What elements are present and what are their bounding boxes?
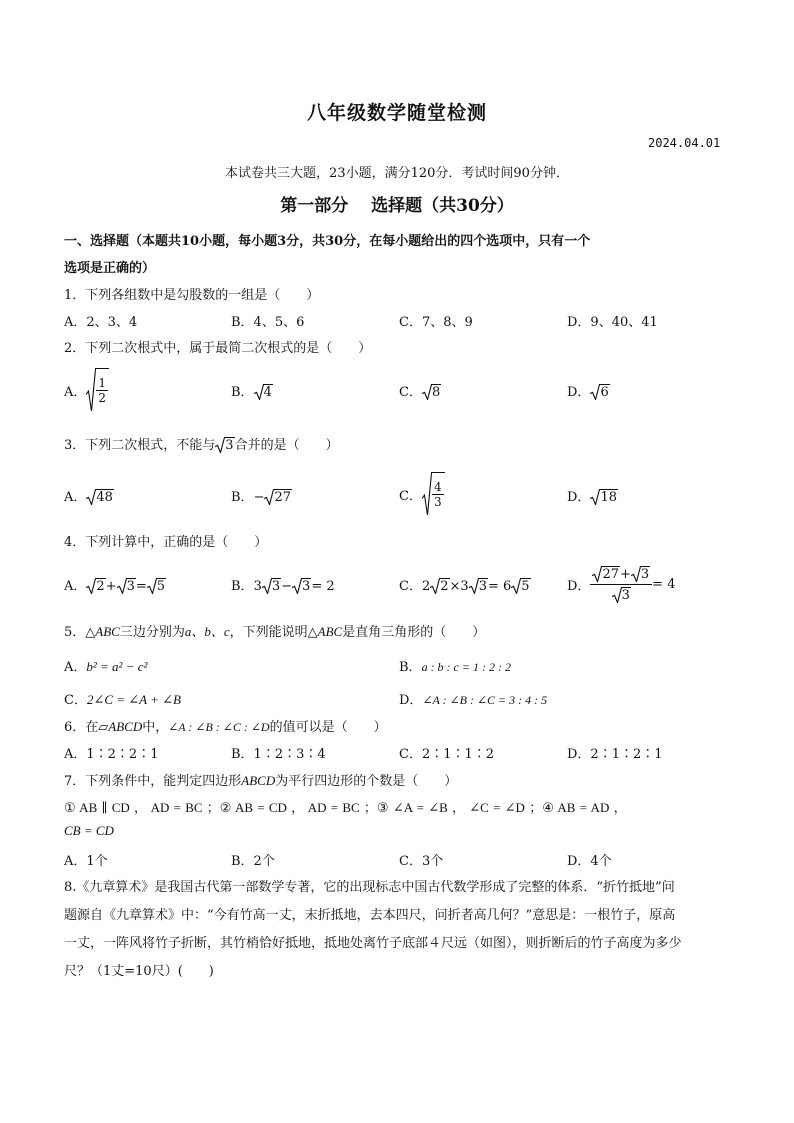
q5-option-c[interactable] — [64, 689, 181, 708]
q7-stem — [64, 770, 457, 789]
q7-option-b[interactable]: B．2个 — [231, 854, 275, 869]
radicand: 18 — [600, 490, 617, 505]
q6-stem-pre: 6．在 — [64, 720, 99, 735]
radicand: 3 — [126, 579, 135, 594]
q7-conditions-line1: ① AB ∥ CD ， AD = BC ；② AB = CD ， AD = BC ；③ ∠A = ∠B ， ∠C = ∠D ；④ AB = AD ， — [64, 800, 627, 815]
q3-stem-pre: 3．下列二次根式，不能与 — [64, 438, 216, 453]
operator: + — [105, 579, 117, 594]
math-expression: ∠A : ∠B : ∠C : ∠D — [168, 720, 270, 734]
q2-option-a[interactable] — [64, 366, 109, 414]
q2-option-c[interactable] — [399, 381, 441, 400]
q8-line1: 8.《九章算术》是我国古代第一部数学专著，它的出现标志中国古代数学形成了完整的体系．“折竹抵地”问 — [64, 880, 675, 895]
math-expression: ∠A : ∠B : ∠C = 3 : 4 : 5 — [422, 693, 548, 707]
q6-option-c[interactable]: C．2∶1∶1∶2 — [399, 747, 495, 762]
result: = 2 — [311, 579, 335, 594]
minus-sign: − — [253, 490, 265, 505]
math-expression: b² = a² − c² — [86, 659, 148, 674]
radicand: 3 — [302, 579, 311, 594]
radicand: 5 — [156, 579, 166, 594]
q4-stem: 4．下列计算中，正确的是（ ） — [64, 535, 268, 550]
quadrilateral-name: ABCD — [241, 773, 276, 788]
option-label: D． — [567, 578, 591, 594]
q5-option-b[interactable] — [399, 656, 511, 675]
q1-stem: 1．下列各组数中是勾股数的一组是（ ） — [64, 288, 320, 303]
radicand: 2 — [96, 579, 105, 594]
option-label: B． — [399, 660, 422, 675]
radicand: 27 — [274, 490, 292, 505]
result: = 4 — [652, 576, 676, 592]
radicand: 6 — [600, 385, 609, 400]
option-label: C． — [399, 488, 422, 504]
radicand: 3 — [640, 566, 650, 582]
side-variables: a、b、c — [184, 624, 230, 639]
operator: = — [135, 579, 147, 594]
q1-option-c[interactable]: C．7、8、9 — [399, 315, 473, 330]
option-label: C． — [399, 579, 422, 594]
q6-stem-mid: 中， — [142, 720, 169, 735]
q1-option-a[interactable]: A．2、3、4 — [64, 315, 138, 330]
q5-stem-mid: 三边分别为 — [119, 625, 185, 640]
test-date: 2024.04.01 — [648, 136, 721, 150]
q3-option-c[interactable] — [399, 470, 445, 518]
q8-line3: 一丈，一阵风将竹子折断，其竹梢恰好抵地，抵地处离竹子底部４尺远（如图），则折断后的竹子高度为多少 — [64, 936, 682, 951]
option-label: D． — [567, 385, 591, 400]
option-label: A． — [64, 660, 87, 675]
radicand: 3 — [225, 438, 234, 453]
q2-stem: 2．下列二次根式中，属于最简二次根式的是（ ） — [64, 341, 372, 356]
q7-stem-post: 为平行四边形的个数是（ ） — [275, 774, 458, 789]
radicand: 4 — [263, 385, 272, 400]
q4-option-b[interactable] — [231, 575, 335, 594]
fraction-denominator: 2 — [98, 391, 107, 405]
q3-stem — [64, 434, 339, 453]
q5-stem-mid2: ，下列能说明△ — [229, 625, 318, 640]
math-expression: 2∠C = ∠A + ∠B — [86, 692, 181, 707]
option-label: B． — [231, 579, 254, 594]
triangle-name: ABC — [317, 624, 343, 639]
q3-option-a[interactable] — [64, 486, 114, 505]
radicand: 8 — [431, 385, 441, 400]
q8-line2: 题源自《九章算术》中：“今有竹高一丈，末折抵地，去本四尺，问折者高几何？”意思是：一根竹子，原高 — [64, 908, 676, 923]
q1-option-d[interactable]: D．9、40、41 — [567, 315, 658, 330]
fraction-denominator: 3 — [433, 495, 442, 509]
q5-option-a[interactable] — [64, 656, 147, 675]
parallelogram-symbol: ▱ — [98, 720, 109, 735]
q7-option-d[interactable]: D．4个 — [567, 854, 612, 869]
q7-stem-pre: 7．下列条件中，能判定四边形 — [64, 774, 242, 789]
q5-stem-pre: 5．△ — [64, 625, 96, 640]
quadrilateral-name: ABCD — [108, 719, 143, 734]
option-label: D． — [399, 693, 423, 708]
q7-option-c[interactable]: C．3个 — [399, 854, 444, 869]
q6-option-a[interactable]: A．1∶2∶2∶1 — [64, 747, 159, 762]
q4-option-c[interactable] — [399, 575, 531, 594]
radicand: 3 — [271, 579, 281, 594]
option-label: C． — [399, 385, 422, 400]
q3-stem-post: 合并的是（ ） — [234, 438, 339, 453]
option-label: C． — [64, 693, 87, 708]
option-label: B． — [231, 385, 254, 400]
q8-line4: 尺？（1丈=10尺）( ) — [64, 964, 214, 979]
option-label: A． — [64, 384, 87, 400]
q4-option-d[interactable] — [567, 559, 675, 609]
operator: ×3 — [449, 579, 469, 594]
option-label: D． — [567, 490, 591, 505]
fraction-numerator: 1 — [98, 376, 107, 390]
q3-option-d[interactable] — [567, 486, 618, 505]
q7-option-a[interactable]: A．1个 — [64, 854, 108, 869]
q5-option-d[interactable] — [399, 689, 547, 708]
page-title: 八年级数学随堂检测 — [306, 102, 487, 124]
operator: − — [281, 579, 293, 594]
q2-option-d[interactable] — [567, 381, 610, 400]
q1-option-b[interactable]: B．4、5、6 — [231, 315, 305, 330]
option-label: B． — [231, 490, 254, 505]
triangle-name: ABC — [95, 624, 120, 639]
coefficient: 2 — [421, 579, 431, 594]
q6-option-b[interactable]: B．1∶2∶3∶4 — [231, 747, 326, 762]
radicand: 2 — [440, 579, 449, 594]
q5-stem — [64, 621, 485, 640]
q6-stem-post: 的值可以是（ ） — [269, 720, 387, 735]
section-heading-line1: 一、选择题（本题共10小题，每小题3分，共30分，在每小题给出的四个选项中，只有一个 — [64, 234, 591, 249]
coefficient: 3 — [253, 579, 262, 594]
q7-conditions-line2: CB = CD — [64, 823, 114, 838]
q6-option-d[interactable]: D．2∶1∶2∶1 — [567, 747, 663, 762]
radicand: 5 — [521, 579, 530, 594]
radicand: 27 — [602, 566, 619, 582]
radicand: 3 — [478, 579, 487, 594]
intro-text: 本试卷共三大题，23小题，满分120分．考试时间90分钟． — [225, 166, 569, 181]
radical-expression — [86, 368, 109, 412]
operator: + — [619, 566, 631, 582]
q2-option-b[interactable] — [231, 381, 273, 400]
option-label: A． — [64, 579, 87, 594]
radicand: 48 — [96, 490, 113, 505]
section-heading-line2: 选项是正确的） — [64, 261, 156, 276]
q4-option-a[interactable] — [64, 575, 166, 594]
option-label: A． — [64, 490, 87, 505]
radicand: 3 — [621, 587, 630, 603]
part-one-title: 第一部分 选择题（共30分） — [280, 196, 514, 216]
math-expression: a : b : c = 1 : 2 : 2 — [421, 660, 511, 674]
q3-option-b[interactable] — [231, 486, 292, 505]
result: = 6 — [487, 579, 512, 594]
q6-stem — [64, 716, 387, 735]
q5-stem-post: 是直角三角形的（ ） — [342, 625, 486, 640]
fraction-numerator: 4 — [433, 480, 442, 494]
